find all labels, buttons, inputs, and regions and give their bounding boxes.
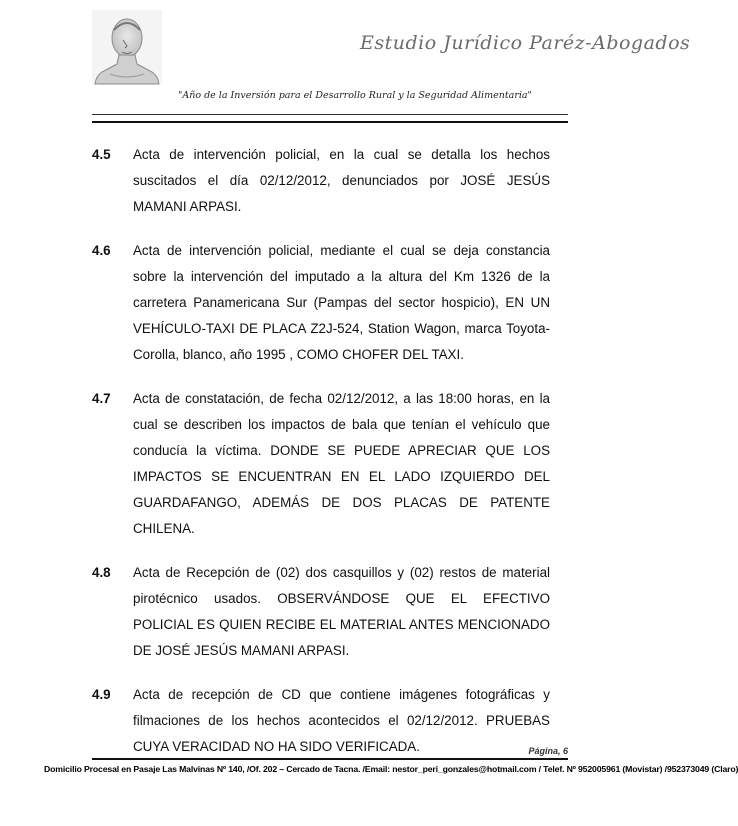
footer-divider — [92, 758, 568, 760]
item-text: Acta de recepción de CD que contiene imágenes fotográficas y filmaciones de los hechos acontecidos el 02/12/2012. PRUEBAS CUYA VERACIDAD NO HA SIDO VERIFICADA. — [133, 687, 550, 754]
item-text: Acta de Recepción de (02) dos casquillos y (02) restos de material pirotécnico usados. OBSERVÁNDOSE QUE EL EFECTIVO POLICIAL ES QUIEN RECIBE EL MATERIAL ANTES MENCIONADO DE JOSÉ JESÚS MAMANI ARPASI. — [133, 565, 550, 658]
item-number: 4.5 — [92, 147, 111, 162]
item-number: 4.9 — [92, 687, 111, 702]
item-text: Acta de intervención policial, mediante el cual se deja constancia sobre la intervención del imputado a la altura del Km 1326 de la carretera Panamericana Sur (Pampas del sector hospicio), EN UN VEHÍCULO-TAXI DE PLACA Z2J-524, Station Wagon, marca Toyota-Corolla, blanco, año 1995 , COMO CHOFER DEL TAXI. — [133, 243, 550, 362]
list-item — [92, 682, 550, 760]
header-divider-bold — [92, 121, 568, 123]
list-item — [92, 386, 550, 542]
item-number: 4.7 — [92, 391, 111, 406]
page-number: Página, 6 — [528, 746, 568, 756]
item-number: 4.8 — [92, 565, 111, 580]
item-text: Acta de intervención policial, en la cual se detalla los hechos suscitados el día 02/12/2012, denunciados por JOSÉ JESÚS MAMANI ARPASI. — [133, 147, 550, 214]
item-number: 4.6 — [92, 243, 111, 258]
item-text: Acta de constatación, de fecha 02/12/2012, a las 18:00 horas, en la cual se describen los impactos de bala que tenían el vehículo que conducía la víctima. DONDE SE PUEDE APRECIAR QUE LOS IMPACTOS SE ENCUENTRAN EN EL LADO IZQUIERDO DEL GUARDAFANGO, ADEMÁS DE DOS PLACAS DE PATENTE CHILENA. — [133, 391, 550, 536]
firm-name: Estudio Jurídico Paréz-Abogados — [360, 32, 691, 54]
footer-address: Domicilio Procesal en Pasaje Las Malvinas Nº 140, /Of. 202 – Cercado de Tacna. /Email: nestor_peri_gonzales@hotmail.com / Telef. Nº 952005961 (Movistar) /952373049 (Claro) — [44, 764, 738, 774]
letterhead-logo — [92, 10, 162, 84]
list-item — [92, 238, 550, 368]
bust-portrait-icon — [92, 10, 162, 84]
list-item — [92, 560, 550, 664]
list-item — [92, 142, 550, 220]
header-divider — [92, 114, 568, 115]
document-body — [92, 142, 550, 778]
year-motto: "Año de la Inversión para el Desarrollo Rural y la Seguridad Alimentaria" — [178, 90, 532, 101]
